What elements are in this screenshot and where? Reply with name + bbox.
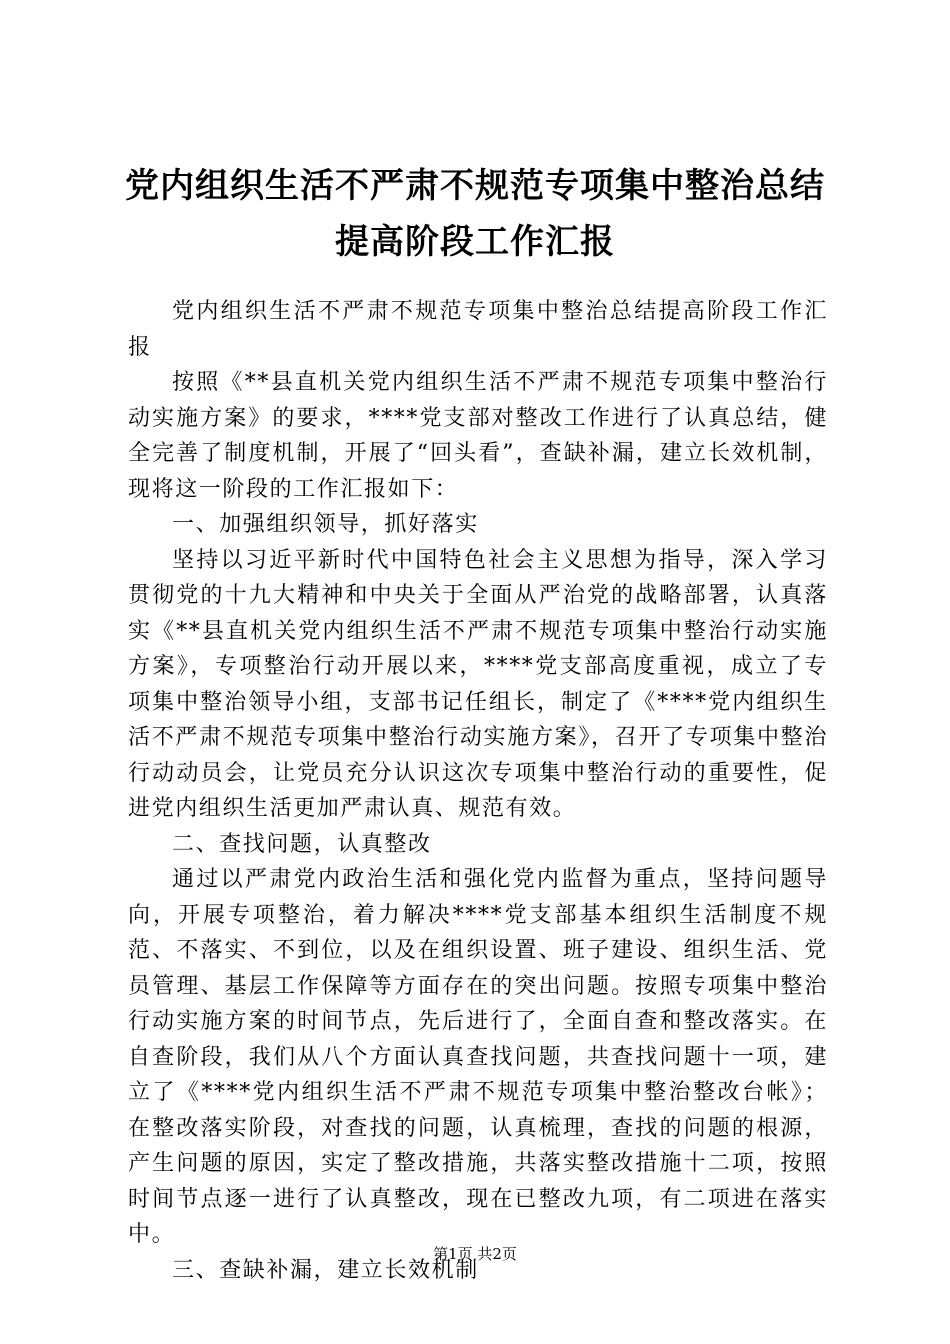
- section-heading-1: 一、加强组织领导，抓好落实: [172, 512, 479, 537]
- section-heading-2: 二、查找问题，认真整改: [172, 831, 432, 857]
- section-heading-3: 三、查缺补漏，建立长效机制: [172, 1257, 479, 1283]
- paragraph-section-2: 通过以严肃党内政治生活和强化党内监督为重点，坚持问题导向，开展专项整治，着力解决****党支部基本组织生活制度不规范、不落实、不到位，以及在组织设置、班子建设、组织生活、党员管理、基层工作保障等方面存在的突出问题。按照专项集中整治行动实施方案的时间节点，先后进行了，全面自查和整改落实。在自查阶段，我们从八个方面认真查找问题，共查找问题十一项，建立了《****党内组织生活不严肃不规范专项集中整治整改台帐》；在整改落实阶段，对查找的问题，认真梳理，查找的问题的根源，产生问题的原因，实定了整改措施，共落实整改措施十二项，按照时间节点逐一进行了认真整改，现在已整改九项，有二项进在落实中。: [128, 867, 828, 1247]
- document-body: [128, 294, 828, 1288]
- document-title-line-2: 提高阶段工作汇报: [335, 222, 615, 262]
- paragraph-section-1: 坚持以习近平新时代中国特色社会主义思想为指导，深入学习贯彻党的十九大精神和中央关于全面从严治党的战略部署，认真落实《**县直机关党内组织生活不严肃不规范专项集中整治行动实施方案》，专项整治行动开展以来，****党支部高度重视，成立了专项集中整治领导小组，支部书记任组长，制定了《****党内组织生活不严肃不规范专项集中整治行动实施方案》，召开了专项集中整治行动动员会，让党员充分认识这次专项集中整治行动的重要性，促进党内组织生活更加严肃认真、规范有效。: [128, 547, 828, 821]
- paragraph-intro: 按照《**县直机关党内组织生活不严肃不规范专项集中整治行动实施方案》的要求，****党支部对整改工作进行了认真总结，健全完善了制度机制，开展了“回头看”，查缺补漏，建立长效机制，现将这一阶段的工作汇报如下：: [128, 370, 828, 502]
- page-number-footer: 第1页 共2页: [433, 1245, 517, 1263]
- document-title-line-1: 党内组织生活不严肃不规范专项集中整治总结: [125, 166, 825, 206]
- paragraph-heading-repeat: 党内组织生活不严肃不规范专项集中整治总结提高阶段工作汇报: [128, 299, 828, 360]
